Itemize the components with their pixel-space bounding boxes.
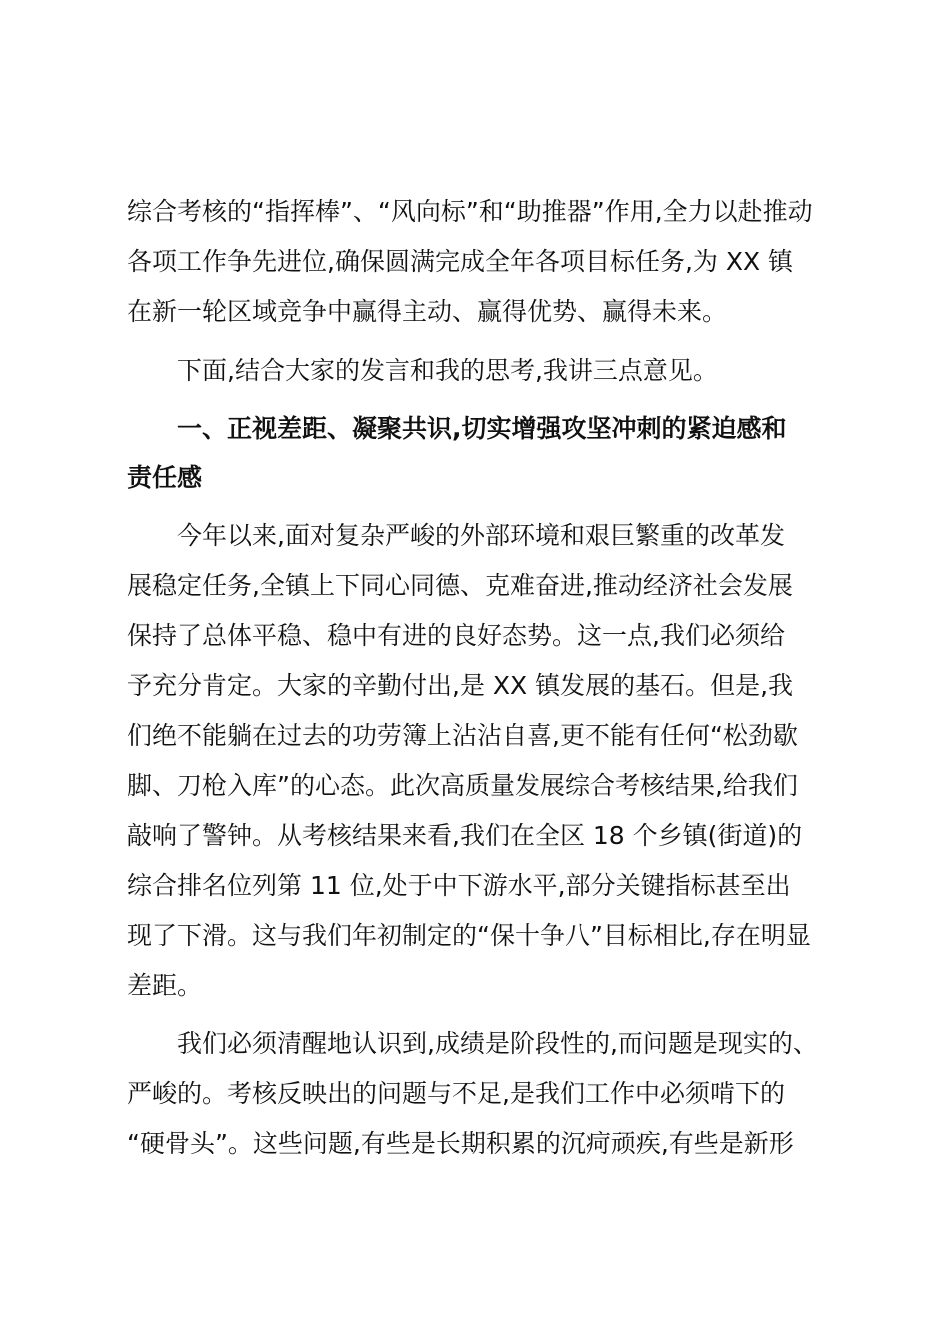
- paragraph-3-line-10: 差距。: [127, 971, 203, 1000]
- paragraph-1-line-1: 综合考核的“指挥棒”、“风向标”和“助推器”作用,全力以赴推动: [127, 197, 813, 226]
- paragraph-3-line-8: 综合排名位列第 11 位,处于中下游水平,部分关键指标甚至出: [127, 871, 791, 900]
- paragraph-4-line-1: 我们必须清醒地认识到,成绩是阶段性的,而问题是现实的、: [177, 1029, 818, 1058]
- paragraph-3-line-4: 予充分肯定。大家的辛勤付出,是 XX 镇发展的基石。但是,我: [127, 671, 794, 700]
- paragraph-3-line-5: 们绝不能躺在过去的功劳簿上沾沾自喜,更不能有任何“松劲歇: [127, 721, 798, 750]
- section-heading-line-2: 责任感: [127, 463, 203, 492]
- section-heading-line-1: 一、正视差距、凝聚共识,切实增强攻坚冲刺的紧迫感和: [177, 414, 787, 443]
- paragraph-4-line-3: “硬骨头”。这些问题,有些是长期积累的沉疴顽疾,有些是新形: [127, 1129, 794, 1158]
- paragraph-3-line-6: 脚、刀枪入库”的心态。此次高质量发展综合考核结果,给我们: [127, 771, 798, 800]
- paragraph-2-line-1: 下面,结合大家的发言和我的思考,我讲三点意见。: [177, 356, 718, 385]
- paragraph-1-line-3: 在新一轮区域竞争中赢得主动、赢得优势、赢得未来。: [127, 297, 728, 326]
- paragraph-3-line-3: 保持了总体平稳、稳中有进的良好态势。这一点,我们必须给: [127, 621, 785, 650]
- paragraph-3-line-9: 现了下滑。这与我们年初制定的“保十争八”目标相比,存在明显: [127, 921, 811, 950]
- paragraph-3-line-1: 今年以来,面对复杂严峻的外部环境和艰巨繁重的改革发: [177, 521, 785, 550]
- paragraph-3-line-2: 展稳定任务,全镇上下同心同德、克难奋进,推动经济社会发展: [127, 571, 793, 600]
- paragraph-1-line-2: 各项工作争先进位,确保圆满完成全年各项目标任务,为 XX 镇: [127, 247, 794, 276]
- paragraph-3-line-7: 敲响了警钟。从考核结果来看,我们在全区 18 个乡镇(街道)的: [127, 821, 803, 850]
- paragraph-4-line-2: 严峻的。考核反映出的问题与不足,是我们工作中必须啃下的: [127, 1079, 785, 1108]
